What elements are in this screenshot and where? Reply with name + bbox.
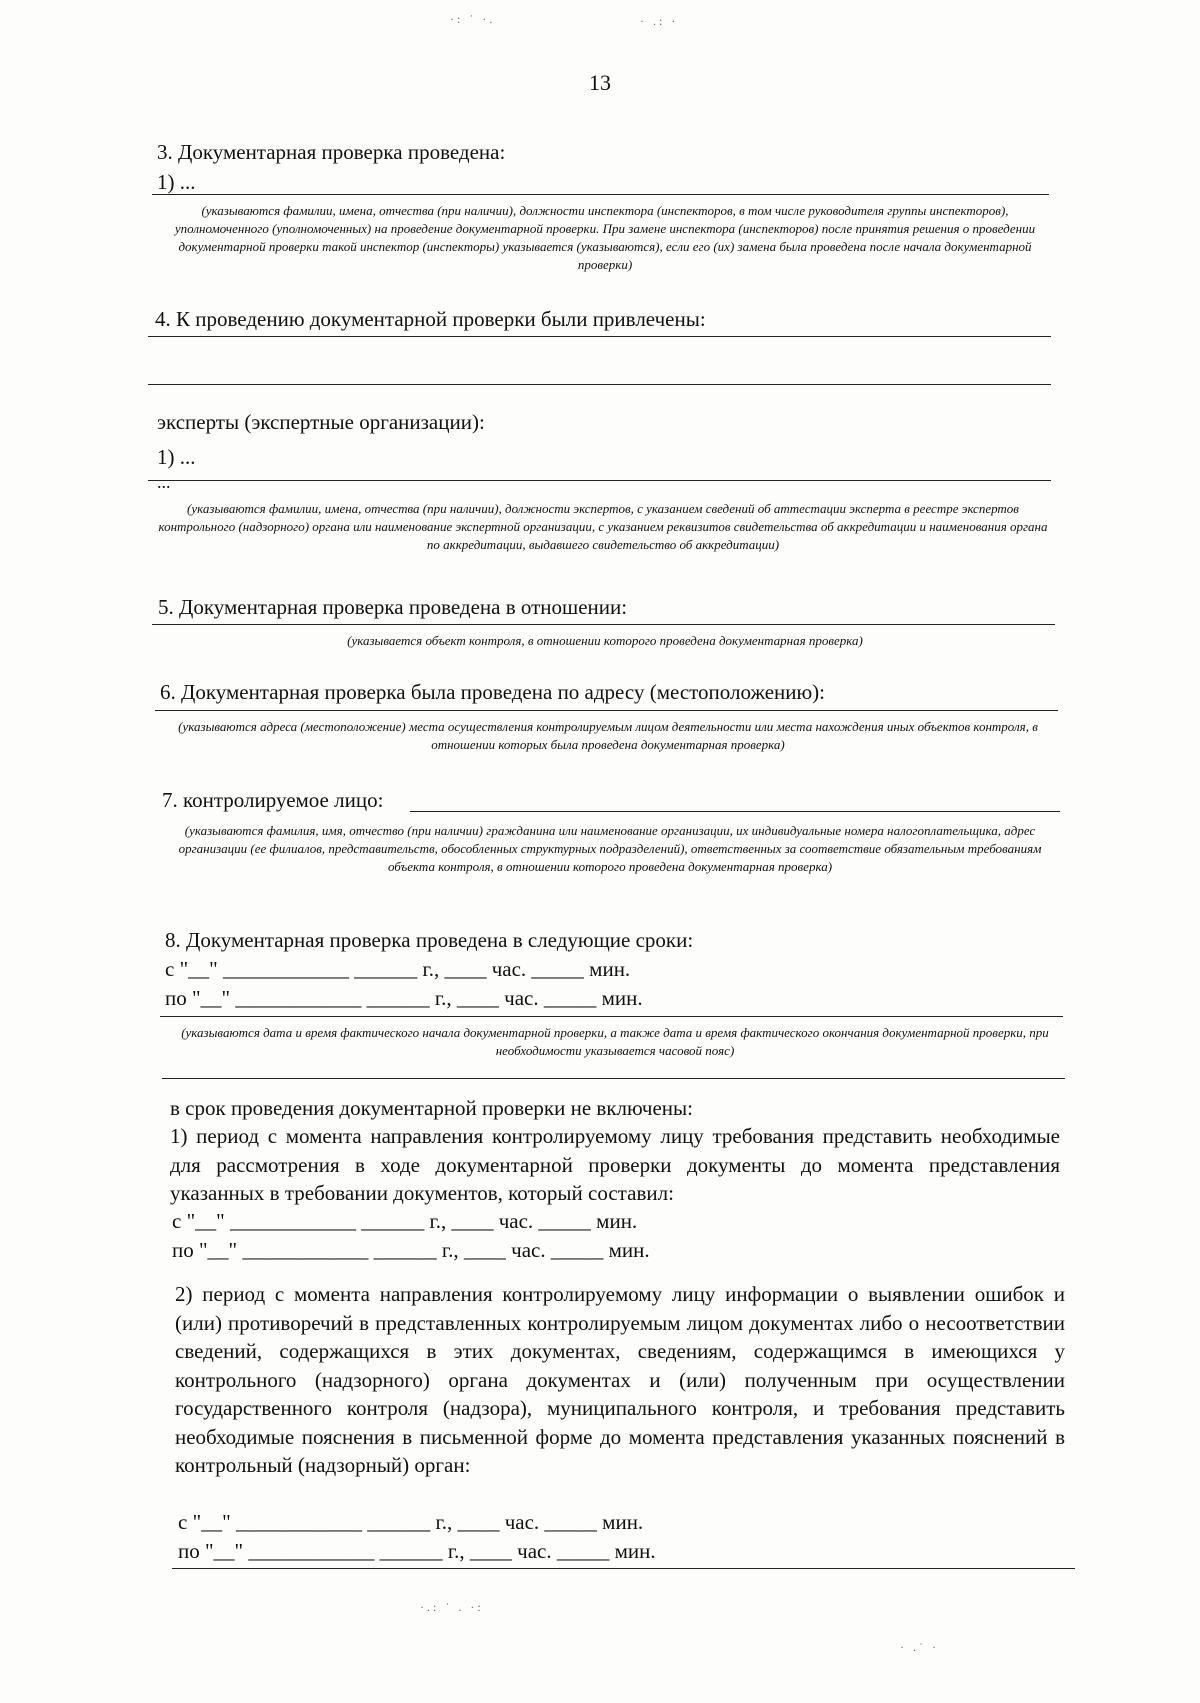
section-3-heading: 3. Документарная проверка проведена: [157,140,506,164]
section-5-note: (указывается объект контроля, в отношении которого проведена документарная проверка) [347,633,863,648]
section-4-heading: 4. К проведению документарной проверки были привлечены: [155,307,706,331]
section-4-note: (указываются фамилии, имена, отчества (при наличии), должности экспертов, с указанием сведений об аттестации эксперта в реестре экспертов контрольного (надзорного) органа или наименование экспертной организации, с указанием реквизитов свидетельства об аккредитации и наименования органа по аккредитации, выдавшего свидетельство об аккредитации) [158,501,1048,552]
section-8-end-date-time: по "__" ____________ ______ г., ____ час. _____ мин. [165,986,643,1010]
excluded-period-1-end: по "__" ____________ ______ г., ____ час. _____ мин. [172,1238,650,1262]
scan-noise-bottom: ·.: ˙ . ·: [420,1600,484,1614]
section-4-fill-line-2 [148,384,1051,385]
section-6-heading: 6. Документарная проверка была проведена по адресу (местоположению): [160,680,826,704]
section-8-fill-line-2 [162,1078,1065,1079]
section-6-note: (указываются адреса (местоположение) места осуществления контролируемым лицом деятельности или места нахождения иных объектов контроля, в отношении которых была проведена документарная проверка) [178,719,1038,752]
section-7-note: (указываются фамилия, имя, отчество (при наличии) гражданина или наименование организации, их индивидуальные номера налогоплательщика, адрес организации (ее филиалов, представительств, обособленных структурных подразделений), ответственных за соответствие обязательным требованиям объекта контроля, в отношении которого проведена документарная проверка) [178,823,1042,874]
section-8-start-date-time: с "__" ____________ ______ г., ____ час. _____ мин. [165,957,631,981]
section-4-experts-label: эксперты (экспертные организации): [157,410,485,434]
section-7-fill-line [410,811,1060,812]
section-8-note: (указываются дата и время фактического начала документарной проверки, а также дата и время фактического окончания документарной проверки, при необходимости указывается часовой пояс) [181,1025,1049,1058]
section-4-fill-line-1 [148,336,1051,337]
scan-noise-top-right: · .: · [640,14,679,28]
section-4-expert-item-1: 1) ... [157,445,196,469]
excluded-periods-intro: в срок проведения документарной проверки не включены: [170,1096,693,1120]
section-6-fill-line [155,710,1058,711]
section-8-fill-line [160,1016,1063,1017]
section-7-heading: 7. контролируемое лицо: [162,788,384,812]
section-5-heading: 5. Документарная проверка проведена в отношении: [158,595,628,619]
excluded-period-2-start: с "__" ____________ ______ г., ____ час. _____ мин. [178,1510,644,1534]
scan-noise-top: ·: ˙ ·. [450,12,496,26]
section-3-note: (указываются фамилии, имена, отчества (при наличии), должности инспектора (инспекторов, в том числе руководителя группы инспекторов), уполномоченного (уполномоченных) на проведение документарной проверки. При замене инспектора (инспекторов) после принятия решения о проведении документарной проверки такой инспектор (инспекторы) указывается (указываются), если его (их) замена была проведена после начала документарной проверки) [174,203,1036,272]
section-3-fill-line [152,194,1049,195]
excluded-period-1-text: 1) период с момента направления контролируемому лицу требования представить необходимые для рассмотрения в ходе документарной проверки документы до момента представления указанных в требовании документов, который составил: [170,1124,1060,1205]
section-5-fill-line [152,624,1055,625]
section-8-heading: 8. Документарная проверка проведена в следующие сроки: [165,928,694,952]
excluded-period-1-start: с "__" ____________ ______ г., ____ час. _____ мин. [172,1209,638,1233]
excluded-period-2-text: 2) период с момента направления контролируемому лицу информации о выявлении ошибок и (или) противоречий в представленных контролируемым лицом документах либо о несоответствии сведений, содержащихся в этих документах, сведениям, содержащимся в имеющихся у контрольного (надзорного) органа документах и (или) полученным при осуществлении государственного контроля (надзора), муниципального контроля, и требования представить необходимые пояснения в письменной форме до момента представления указанных пояснений в контрольный (надзорный) орган: [175,1282,1065,1477]
excluded-period-2-fill-line [172,1568,1075,1569]
section-4-ellipsis: ... [157,472,171,492]
excluded-period-2-end: по "__" ____________ ______ г., ____ час. _____ мин. [178,1539,656,1563]
scan-noise-bottom-right: · .˙ · [900,1640,939,1654]
section-4-expert-fill-line [148,480,1051,481]
section-3-item-1: 1) ... [157,170,196,194]
page-number: 13 [589,70,611,95]
